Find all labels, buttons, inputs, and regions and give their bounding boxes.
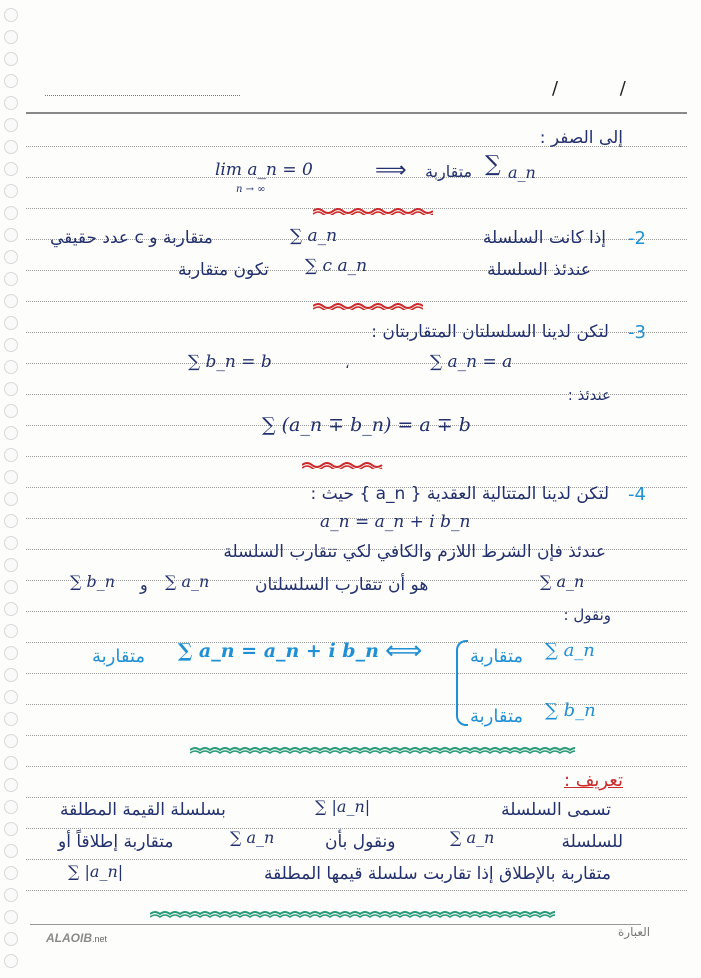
brace-bottom-word: متقاربة xyxy=(470,706,524,727)
binder-hole xyxy=(4,316,18,330)
binder-hole xyxy=(4,514,18,528)
site-logo: ALAOIB.net xyxy=(46,931,108,945)
section1-series-word: متقاربة xyxy=(425,162,473,181)
binder-hole xyxy=(4,206,18,220)
bottom-rule xyxy=(30,924,641,925)
equiv-left-math: ∑ a_n = a_n + i b_n xyxy=(178,640,379,662)
binder-hole xyxy=(4,954,18,968)
section4-text: لتكن لدينا المتتالية العقدية { a_n } حيث : xyxy=(310,484,609,504)
def-line1-text: تسمى السلسلة xyxy=(501,800,611,820)
binder-hole xyxy=(4,932,18,946)
section4-line3-a: ∑ a_n xyxy=(540,572,585,591)
binder-hole xyxy=(4,800,18,814)
ruled-line xyxy=(26,735,687,736)
section4-nqul: ونقول : xyxy=(563,606,611,624)
section4-number: 4- xyxy=(628,484,646,505)
brace xyxy=(456,640,468,726)
binder-hole xyxy=(4,646,18,660)
binder-holes xyxy=(4,0,18,978)
binder-hole xyxy=(4,536,18,550)
section3-number: 3- xyxy=(628,322,646,343)
brace-bottom-math: ∑ b_n xyxy=(545,700,596,721)
section4-line3-and: و xyxy=(140,575,148,594)
binder-hole xyxy=(4,910,18,924)
binder-hole xyxy=(4,74,18,88)
binder-hole xyxy=(4,30,18,44)
footer-mark: العبارة xyxy=(618,925,651,939)
binder-hole xyxy=(4,492,18,506)
def-line2-math: ∑ a_n xyxy=(450,828,495,847)
binder-hole xyxy=(4,712,18,726)
ruled-line xyxy=(26,456,687,457)
section4-line3-text: هو أن تتقارب السلسلتان xyxy=(255,575,429,595)
green-underline-wave xyxy=(190,746,575,754)
def-line2-math2: ∑ a_n xyxy=(230,828,275,847)
brace-top-math: ∑ a_n xyxy=(545,640,595,661)
def-line3-math: ∑ |a_n| xyxy=(68,862,124,881)
ruled-line xyxy=(26,828,687,829)
green-underline-wave xyxy=(150,910,555,918)
brace-top-word: متقاربة xyxy=(470,646,524,667)
binder-hole xyxy=(4,580,18,594)
section1-series-expr: a_n xyxy=(508,163,536,182)
binder-hole xyxy=(4,426,18,440)
ruled-line xyxy=(26,363,687,364)
section2-line2-text: عندئذ السلسلة xyxy=(487,260,591,280)
binder-hole xyxy=(4,866,18,880)
red-underline-wave xyxy=(313,302,423,310)
binder-hole xyxy=(4,756,18,770)
binder-hole xyxy=(4,404,18,418)
section4-line3-c: ∑ b_n xyxy=(70,572,116,591)
binder-hole xyxy=(4,382,18,396)
binder-hole xyxy=(4,272,18,286)
header-dotted-line xyxy=(45,95,240,96)
binder-hole xyxy=(4,470,18,484)
red-underline-wave xyxy=(313,207,433,215)
binder-hole xyxy=(4,602,18,616)
binder-hole xyxy=(4,140,18,154)
section2-tail: متقاربة و c عدد حقيقي xyxy=(50,228,213,248)
section3-comma: ، xyxy=(345,356,350,372)
binder-hole xyxy=(4,844,18,858)
date-field: / / xyxy=(552,78,654,99)
binder-hole xyxy=(4,294,18,308)
binder-hole xyxy=(4,624,18,638)
ruled-line xyxy=(26,890,687,891)
section2-math: ∑ a_n xyxy=(290,226,338,246)
definition-title: تعريف : xyxy=(563,770,623,791)
def-line2-end: متقاربة إطلاقاً أو xyxy=(58,832,174,852)
def-line2-text: للسلسلة xyxy=(561,832,623,852)
binder-hole xyxy=(4,668,18,682)
section1-label: إلى الصفر : xyxy=(539,128,623,148)
ruled-line xyxy=(26,673,687,674)
section2-text: إذا كانت السلسلة xyxy=(482,228,606,248)
header-rule xyxy=(26,112,687,114)
def-line3-text: متقاربة بالإطلاق إذا تقاربت سلسلة قيمها المطلقة xyxy=(263,864,611,884)
section1-arrow: ⟹ xyxy=(375,158,407,183)
section3-result: ∑ (a_n ∓ b_n) = a ∓ b xyxy=(262,414,471,436)
section2-line2-tail: تكون متقاربة xyxy=(178,260,269,280)
section3-text: لتكن لدينا السلسلتان المتقاربتان : xyxy=(371,322,609,342)
def-line1-math: ∑ |a_n| xyxy=(315,797,371,816)
equiv-left-word: متقاربة xyxy=(92,646,146,667)
binder-hole xyxy=(4,360,18,374)
equiv-arrow: ⟺ xyxy=(385,636,423,666)
section2-line2-math: ∑ c a_n xyxy=(305,256,368,276)
binder-hole xyxy=(4,162,18,176)
def-line2-tail: ونقول بأن xyxy=(325,832,396,852)
section3-then: عندئذ : xyxy=(567,386,611,404)
sigma-symbol: ∑ xyxy=(485,152,501,177)
binder-hole xyxy=(4,52,18,66)
section4-def: a_n = a_n + i b_n xyxy=(320,512,471,532)
def-line1-tail: بسلسلة القيمة المطلقة xyxy=(60,800,226,820)
section4-line2: عندئذ فإن الشرط اللازم والكافي لكي تتقارب السلسلة xyxy=(223,542,606,562)
binder-hole xyxy=(4,8,18,22)
binder-hole xyxy=(4,228,18,242)
section3-expr-a: ∑ a_n = a xyxy=(430,352,513,372)
binder-hole xyxy=(4,250,18,264)
ruled-line xyxy=(26,859,687,860)
binder-hole xyxy=(4,118,18,132)
red-underline-wave xyxy=(302,461,384,469)
section1-lim: lim a_n = 0 xyxy=(215,160,313,180)
binder-hole xyxy=(4,778,18,792)
section1-lim-sub: n → ∞ xyxy=(236,184,266,195)
binder-hole xyxy=(4,822,18,836)
binder-hole xyxy=(4,184,18,198)
binder-hole xyxy=(4,96,18,110)
binder-hole xyxy=(4,338,18,352)
section3-expr-b: ∑ b_n = b xyxy=(188,352,272,372)
binder-hole xyxy=(4,888,18,902)
binder-hole xyxy=(4,690,18,704)
section2-number: 2- xyxy=(628,228,646,249)
ruled-line xyxy=(26,766,687,767)
binder-hole xyxy=(4,734,18,748)
binder-hole xyxy=(4,558,18,572)
ruled-line xyxy=(26,177,687,178)
binder-hole xyxy=(4,448,18,462)
section4-line3-b: ∑ a_n xyxy=(165,572,210,591)
